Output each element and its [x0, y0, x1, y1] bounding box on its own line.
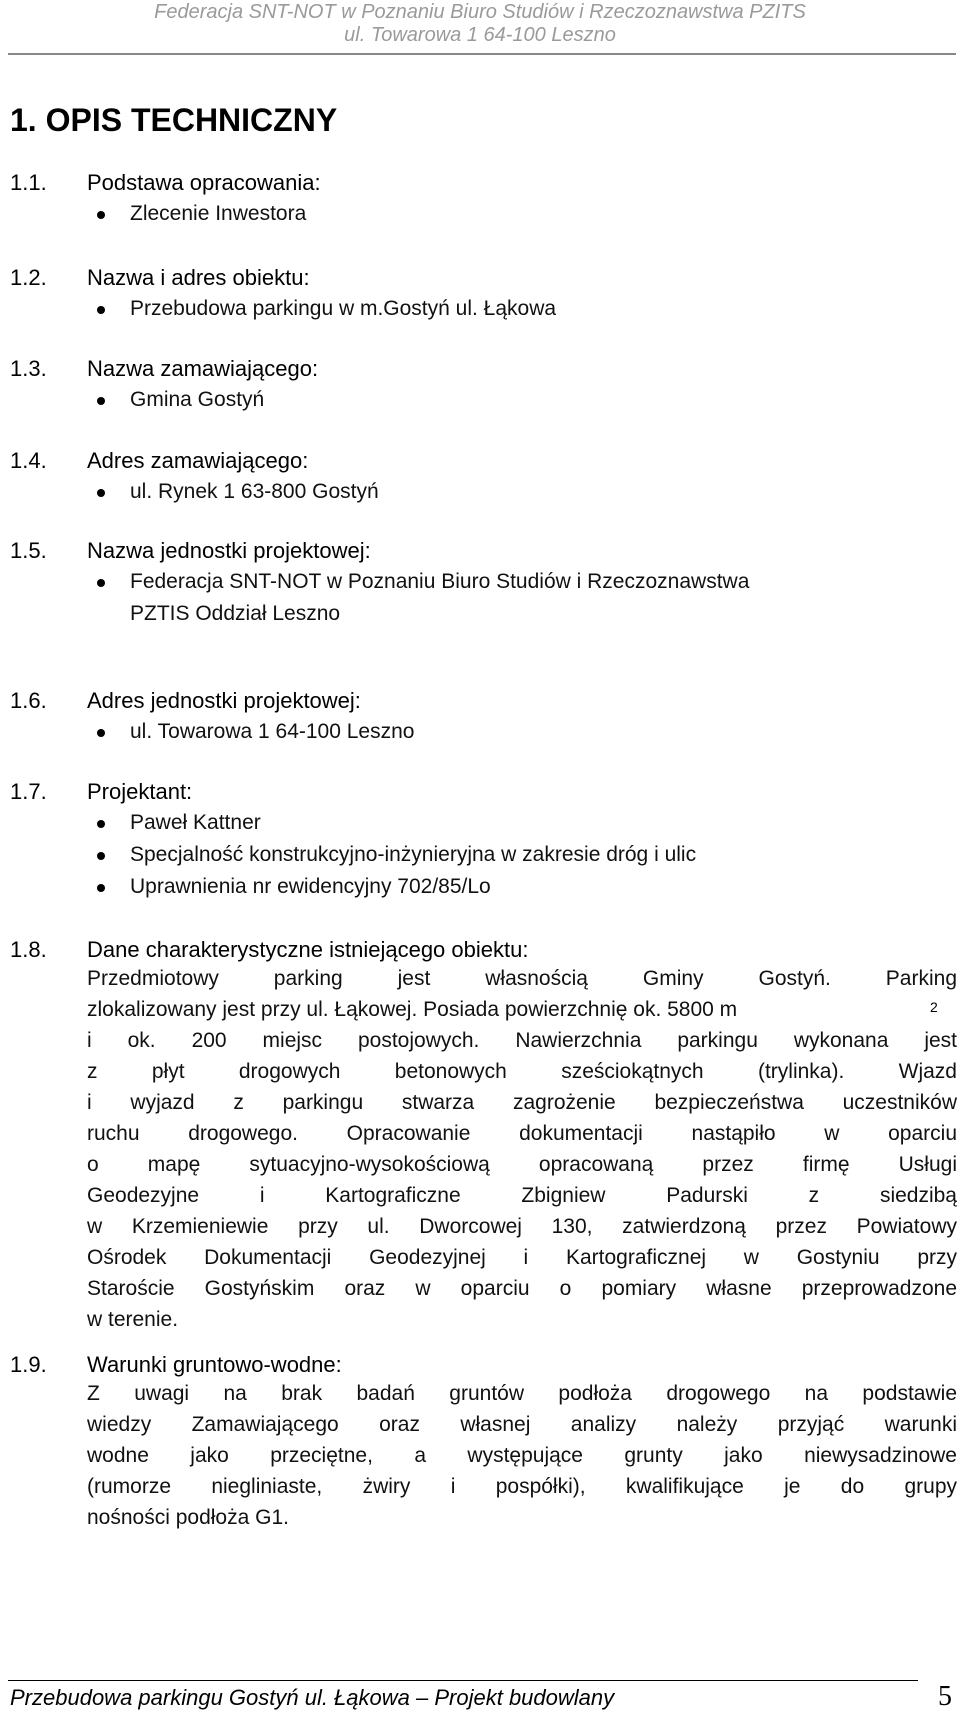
bullet-item: Przebudowa parkingu w m.Gostyń ul. Łąkowa — [10, 293, 956, 325]
section-title: Projektant: — [87, 779, 193, 804]
section-number: 1.1. — [10, 170, 47, 195]
section-1-4 — [10, 448, 956, 508]
bullet-item: Federacja SNT-NOT w Poznaniu Biuro Studiów i Rzeczoznawstwa PZTIS Oddział Leszno — [10, 566, 956, 630]
superscript-2: 2 — [930, 999, 938, 1015]
section-number: 1.5. — [10, 538, 47, 563]
section-1-6 — [10, 688, 956, 748]
section-title: Dane charakterystyczne istniejącego obiektu: — [87, 937, 529, 962]
body-line: wiedzy Zamawiającego oraz własnej analizy należy przyjąć warunki — [87, 1413, 957, 1436]
bullet-item: Paweł Kattner — [10, 807, 956, 839]
body-line: ruchu drogowego. Opracowanie dokumentacji nastąpiło w oparciu — [87, 1122, 957, 1145]
body-line: o mapę sytuacyjno-wysokościową opracowaną przez firmę Usługi — [87, 1153, 957, 1176]
section-1-3 — [10, 356, 956, 416]
bullet-item: Uprawnienia nr ewidencyjny 702/85/Lo — [10, 871, 956, 903]
body-line: i wyjazd z parkingu stwarza zagrożenie bezpieczeństwa uczestników — [87, 1091, 957, 1114]
bullet-item: Gmina Gostyń — [10, 384, 956, 416]
section-1-1 — [10, 170, 956, 230]
page-number: 5 — [938, 1681, 952, 1712]
body-line: Ośrodek Dokumentacji Geodezyjnej i Kartograficznej w Gostyniu przy — [87, 1246, 957, 1269]
bullet-icon — [97, 306, 105, 314]
body-line: z płyt drogowych betonowych sześciokątnych (trylinka). Wjazd — [87, 1060, 957, 1083]
section-number: 1.6. — [10, 688, 47, 713]
section-number: 1.2. — [10, 265, 47, 290]
bullet-icon — [97, 489, 105, 497]
body-line: Z uwagi na brak badań gruntów podłoża drogowego na podstawie — [87, 1382, 957, 1405]
section-1-8 — [10, 937, 956, 1335]
section-title: Adres jednostki projektowej: — [87, 688, 361, 713]
body-line: nośności podłoża G1. — [87, 1506, 289, 1529]
body-line: Geodezyjne i Kartograficzne Zbigniew Padurski z siedzibą — [87, 1184, 957, 1207]
body-line: (rumorze niegliniaste, żwiry i pospółki), kwalifikujące je do grupy — [87, 1475, 957, 1498]
bullet-icon — [97, 729, 105, 737]
bullet-icon — [97, 397, 105, 405]
section-number: 1.7. — [10, 779, 47, 804]
section-title: Podstawa opracowania: — [87, 170, 321, 195]
section-1-9 — [10, 1352, 956, 1533]
body-line: Staroście Gostyńskim oraz w oparciu o pomiary własne przeprowadzone — [87, 1277, 957, 1300]
section-1-2 — [10, 265, 956, 325]
section-title: Adres zamawiającego: — [87, 448, 309, 473]
body-line: zlokalizowany jest przy ul. Łąkowej. Posiada powierzchnię ok. 5800 m — [87, 998, 738, 1021]
header-line-1: Federacja SNT-NOT w Poznaniu Biuro Studiów i Rzeczoznawstwa PZITS — [154, 1, 806, 23]
body-line: i ok. 200 miejsc postojowych. Nawierzchnia parkingu wykonana jest — [87, 1029, 957, 1052]
bullet-icon — [97, 579, 105, 587]
bullet-icon — [97, 852, 105, 860]
section-1-7 — [10, 779, 956, 903]
section-title: Nazwa jednostki projektowej: — [87, 538, 371, 563]
section-1-5 — [10, 538, 956, 630]
section-body — [87, 1378, 957, 1533]
section-number: 1.9. — [10, 1352, 47, 1377]
bullet-icon — [97, 820, 105, 828]
section-body — [87, 963, 957, 1335]
bullet-icon — [97, 884, 105, 892]
footer-text: Przebudowa parkingu Gostyń ul. Łąkowa – Projekt budowlany — [10, 1685, 615, 1710]
section-number: 1.8. — [10, 937, 47, 962]
bullet-item: Zlecenie Inwestora — [10, 198, 956, 230]
bullet-item: ul. Towarowa 1 64-100 Leszno — [10, 716, 956, 748]
header-line-2: ul. Towarowa 1 64-100 Leszno — [344, 24, 616, 46]
body-line: Przedmiotowy parking jest własnością Gminy Gostyń. Parking — [87, 967, 957, 990]
body-line: wodne jako przeciętne, a występujące grunty jako niewysadzinowe — [87, 1444, 957, 1467]
bullet-icon — [97, 211, 105, 219]
section-title: Warunki gruntowo-wodne: — [87, 1352, 342, 1377]
header-divider — [8, 53, 956, 55]
section-number: 1.4. — [10, 448, 47, 473]
section-title: Nazwa zamawiającego: — [87, 356, 319, 381]
footer-divider — [8, 1680, 918, 1681]
section-number: 1.3. — [10, 356, 47, 381]
body-line: w terenie. — [87, 1308, 179, 1331]
bullet-item: Specjalność konstrukcyjno-inżynieryjna w zakresie dróg i ulic — [10, 839, 956, 871]
section-title: Nazwa i adres obiektu: — [87, 265, 310, 290]
document-title: 1. OPIS TECHNICZNY — [10, 102, 338, 138]
body-line: w Krzemieniewie przy ul. Dworcowej 130, zatwierdzoną przez Powiatowy — [87, 1215, 957, 1238]
bullet-item: ul. Rynek 1 63-800 Gostyń — [10, 476, 956, 508]
